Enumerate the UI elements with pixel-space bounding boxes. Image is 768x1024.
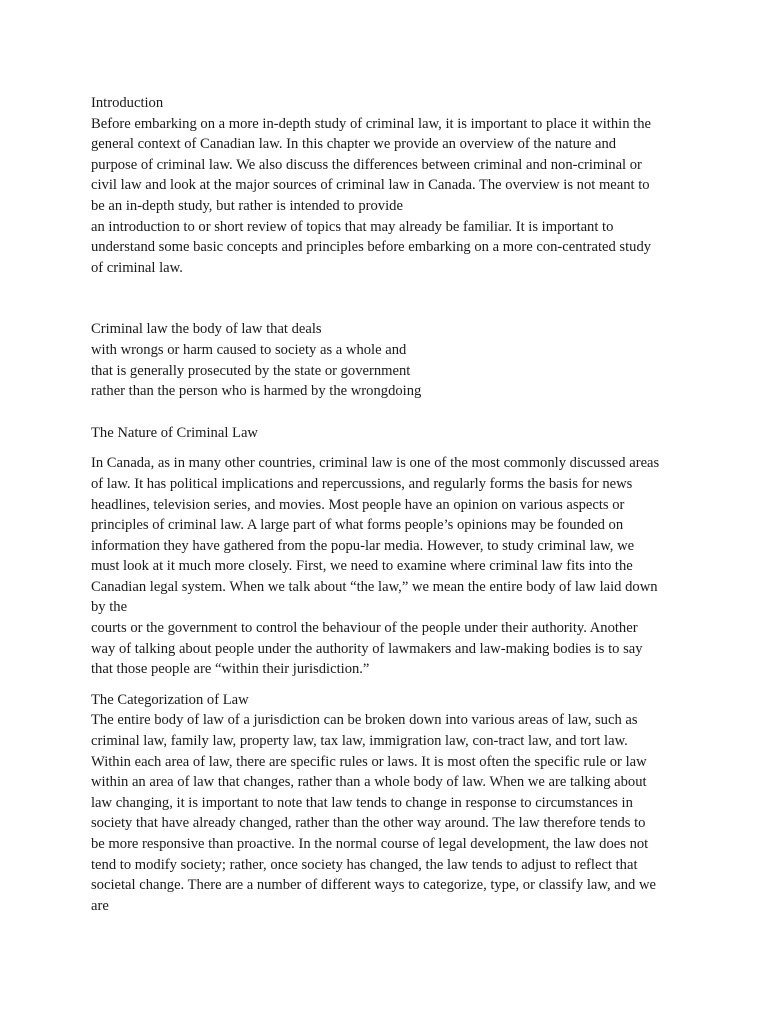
paragraph-line: of law. It has political implications and repercussions, and regularly forms the basis for news bbox=[91, 475, 633, 492]
paragraph-line: society that have already changed, rather than the other way around. The law therefore tends to bbox=[91, 815, 646, 832]
paragraph-line: tend to modify society; rather, once society has changed, the law tends to adjust to reflect that bbox=[91, 856, 638, 873]
section-categorization-of-law bbox=[91, 690, 711, 917]
paragraph-line: law changing, it is important to note that law tends to change in response to circumstances in bbox=[91, 794, 633, 811]
definition-line: rather than the person who is harmed by the wrongdoing bbox=[91, 383, 422, 400]
paragraph-line: general context of Canadian law. In this chapter we provide an overview of the nature and bbox=[91, 136, 617, 153]
paragraph-line: civil law and look at the major sources of criminal law in Canada. The overview is not meant to bbox=[91, 177, 650, 194]
paragraph-line: societal change. There are a number of different ways to categorize, type, or classify law, and we bbox=[91, 877, 656, 894]
paragraph-line: be more responsive than proactive. In the normal course of legal development, the law does not bbox=[91, 836, 649, 852]
paragraph-line: understand some basic concepts and principles before embarking on a more con-centrated study bbox=[91, 239, 652, 256]
section-nature-of-criminal-law bbox=[91, 423, 711, 680]
paragraph-line: principles of criminal law. A large part of what forms people’s opinions may be founded on bbox=[91, 517, 624, 534]
paragraph-line: In Canada, as in many other countries, criminal law is one of the most commonly discussed areas bbox=[91, 455, 660, 472]
paragraph-line: Canadian legal system. When we talk about “the law,” we mean the entire body of law laid down bbox=[91, 578, 658, 595]
paragraph-line: must look at it much more closely. First, we need to examine where criminal law fits into the bbox=[91, 558, 633, 575]
paragraph-line: way of talking about people under the authority of lawmakers and law-making bodies is to say bbox=[91, 640, 643, 657]
paragraph-line: headlines, television series, and movies. Most people have an opinion on various aspects or bbox=[91, 496, 625, 513]
paragraph-line: The entire body of law of a jurisdiction can be broken down into various areas of law, such as bbox=[91, 712, 638, 729]
paragraph-line: Within each area of law, there are specific rules or laws. It is most often the specific rule or law bbox=[91, 753, 647, 770]
paragraph-line: are bbox=[91, 897, 109, 914]
nature-heading: The Nature of Criminal Law bbox=[91, 424, 258, 441]
paragraph-line: an introduction to or short review of topics that may already be familiar. It is important to bbox=[91, 218, 614, 235]
paragraph-line: purpose of criminal law. We also discuss the differences between criminal and non-criminal or bbox=[91, 156, 642, 173]
introduction-heading: Introduction bbox=[91, 95, 164, 111]
paragraph-line: be an in-depth study, but rather is intended to provide bbox=[91, 197, 403, 214]
paragraph-line: Before embarking on a more in-depth study of criminal law, it is important to place it within the bbox=[91, 115, 651, 132]
section-introduction bbox=[91, 93, 711, 278]
paragraph-line: information they have gathered from the popu-lar media. However, to study criminal law, we bbox=[91, 537, 635, 554]
paragraph-line: that those people are “within their jurisdiction.” bbox=[91, 661, 370, 678]
categorization-heading: The Categorization of Law bbox=[91, 691, 249, 708]
definition-line: Criminal law the body of law that deals bbox=[91, 321, 322, 338]
paragraph-line: courts or the government to control the behaviour of the people under their authority. Another bbox=[91, 620, 638, 637]
definition-line: that is generally prosecuted by the state or government bbox=[91, 362, 411, 379]
paragraph-line: of criminal law. bbox=[91, 259, 183, 276]
paragraph-line: criminal law, family law, property law, tax law, immigration law, con-tract law, and tort law. bbox=[91, 733, 628, 750]
definition-line: with wrongs or harm caused to society as a whole and bbox=[91, 341, 407, 358]
paragraph-line: by the bbox=[91, 599, 128, 616]
document-page bbox=[91, 93, 711, 916]
paragraph-line: within an area of law that changes, rather than a whole body of law. When we are talking about bbox=[91, 774, 647, 791]
section-definition bbox=[91, 319, 711, 401]
